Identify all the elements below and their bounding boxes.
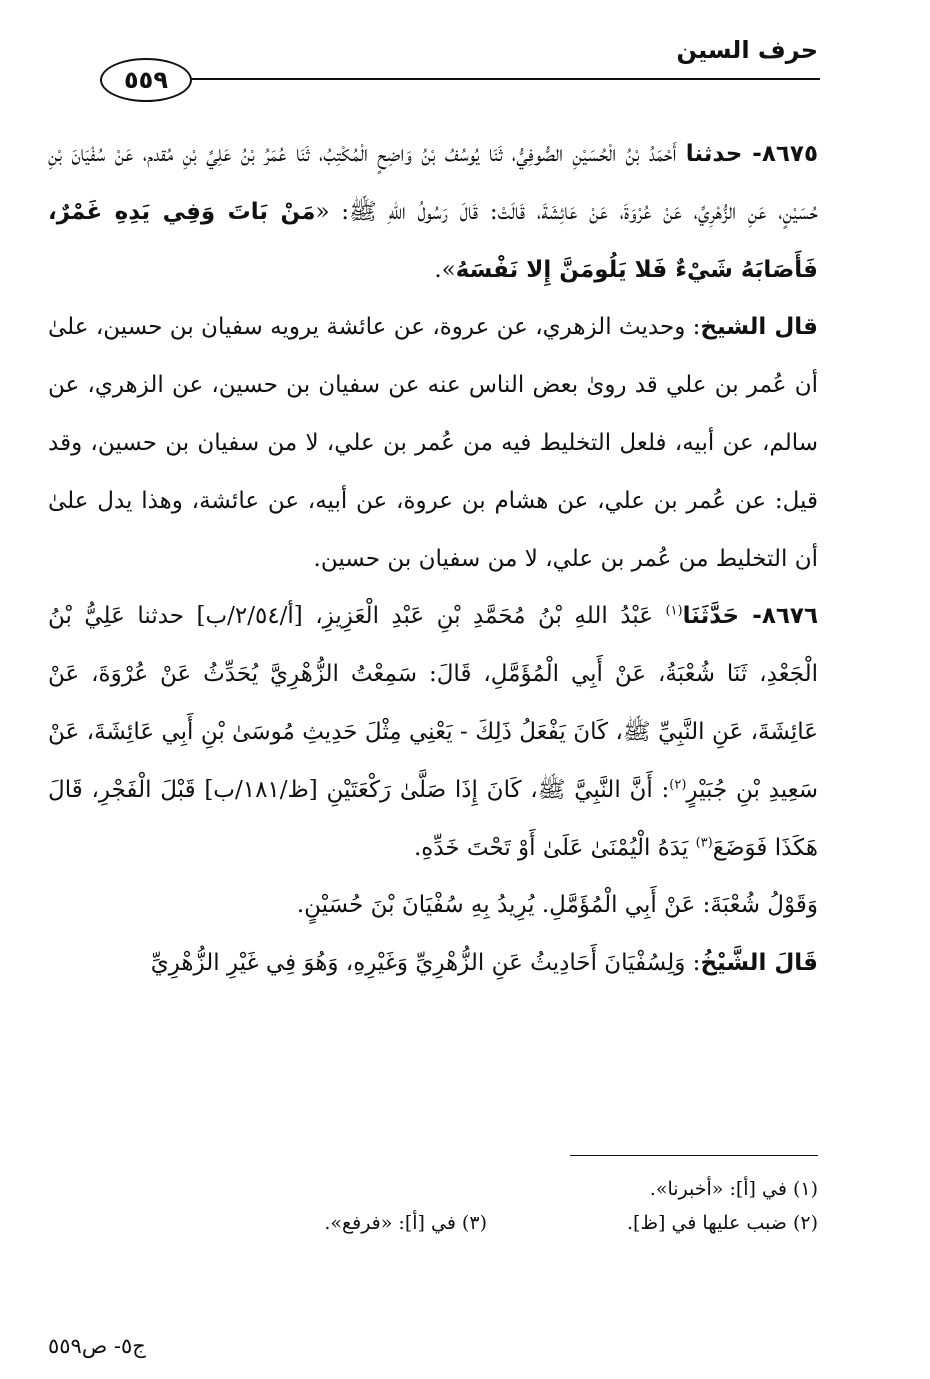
hadith-matn: مَنْ بَاتَ وَفِي يَدِهِ غَمْرٌ، فَأَصَابَهُ شَيْءٌ فَلا يَلُومَنَّ إِلا نَفْسَهُ bbox=[48, 198, 818, 283]
footnote-ref-3: (٣) bbox=[695, 834, 713, 850]
chapter-title: حرف السين bbox=[676, 36, 818, 64]
footnote-row-2-3 bbox=[200, 1206, 818, 1240]
footnote-rule bbox=[570, 1155, 818, 1156]
footnotes bbox=[200, 1172, 818, 1240]
hadith-chain: عَبْدُ اللهِ بْنُ مُحَمَّدِ بْنِ عَبْدِ الْعَزِيزِ، [أ/٢/٥٤/ب] حدثنا عَلِيُّ بْنُ الْجَعْدِ، ثَنَا شُعْبَةُ، عَنْ أَبِي الْمُؤَمَّلِ، قَالَ: سَمِعْتُ الزُّهْرِيَّ يُحَدِّثُ عَنْ عُرْوَةَ، عَنْ عَائِشَةَ، عَنِ النَّبِيِّ ﷺ، كَانَ يَفْعَلُ ذَلِكَ - يَعْنِي مِثْلَ حَدِيثِ مُوسَىٰ بْنِ أَبِي عَائِشَةَ، عَنْ سَعِيدِ بْنِ جُبَيْرٍ bbox=[48, 603, 819, 803]
sheikh-label: قَالَ الشَّيْخُ bbox=[700, 950, 818, 977]
hadith-text: : أَنَّ النَّبِيَّ ﷺ، كَانَ إِذَا صَلَّىٰ رَكْعَتَيْنِ [ظ/١٨١/ب] قَبْلَ الْفَجْرِ، قَالَ هَكَذَا فَوَضَعَ bbox=[48, 776, 818, 861]
shuba-statement: وَقَوْلُ شُعْبَةَ: عَنْ أَبِي الْمُؤَمَّلِ. يُرِيدُ بِهِ سُفْيَانَ بْنَ حُسَيْنٍ. bbox=[296, 892, 818, 919]
hadith-chain: أَحْمَدُ بْنُ الْحُسَيْنِ الصُّوفِيُّ، ثَنَا يُوسُفُ بْنُ وَاضِحٍ الْمُكْتِبُ، ثَنَا عُمَرُ بْنُ عَلِيِّ بْنِ مُقدم، عَنْ سُفْيَانَ بْنِ حُسَيْنٍ، عَنِ الزُّهْرِيِّ، عَنْ عُرْوَةَ، عَنْ عَائِشَةَ، قَالَتْ: قَالَ رَسُولُ اللهِ ﷺ: « bbox=[48, 141, 818, 225]
hadith-number-label: ٨٦٧٥- حدثنا bbox=[685, 141, 818, 167]
sheikh-comment-text: : وحديث الزهري، عن عروة، عن عائشة يرويه سفيان بن حسين، علىٰ أن عُمر بن علي قد روىٰ بعض الناس عنه عن سفيان بن حسين، عن الزهري، عن سالم، عن أبيه، فلعل التخليط فيه من عُمر بن علي، لا من سفيان بن حسين، وقد قيل: عن عُمر بن علي، عن هشام بن عروة، عن أبيه، عن عائشة، وهذا يدل علىٰ أن التخليط من عُمر بن علي، لا من سفيان بن حسين. bbox=[48, 314, 818, 572]
hadith-end: ». bbox=[434, 256, 456, 283]
header-rule bbox=[188, 78, 820, 80]
hadith-number-label: ٨٦٧٦- حَدَّثَنَا bbox=[682, 603, 818, 630]
sheikh-comment-2 bbox=[48, 935, 818, 993]
footnote-2: (٢) ضبب عليها في [ظ]. bbox=[627, 1212, 818, 1234]
hadith-8676 bbox=[48, 588, 818, 877]
page-number: ٥٥٩ bbox=[100, 58, 192, 102]
sheikh-comment-text: : وَلِسُفْيَانَ أَحَادِيثُ عَنِ الزُّهْرِيِّ وَغَيْرِهِ، وَهُوَ فِي غَيْرِ الزُّهْرِيِّ bbox=[150, 950, 701, 977]
sheikh-label: قال الشيخ bbox=[700, 314, 818, 341]
hadith-text-end: يَدَهُ الْيُمْنَىٰ عَلَىٰ أَوْ تَحْتَ خَدِّهِ. bbox=[413, 834, 696, 861]
footnote-3: (٣) في [أ]: «فرفع». bbox=[324, 1212, 487, 1234]
footnote-ref-1: (١) bbox=[665, 603, 683, 619]
footnote-ref-2: (٢) bbox=[669, 777, 687, 793]
hadith-8675 bbox=[48, 126, 818, 299]
volume-page-reference: ج٥- ص٥٥٩ bbox=[48, 1334, 146, 1358]
sheikh-comment-1 bbox=[48, 299, 818, 588]
main-text bbox=[48, 126, 818, 993]
footnote-1: (١) في [أ]: «أخبرنا». bbox=[649, 1178, 818, 1200]
